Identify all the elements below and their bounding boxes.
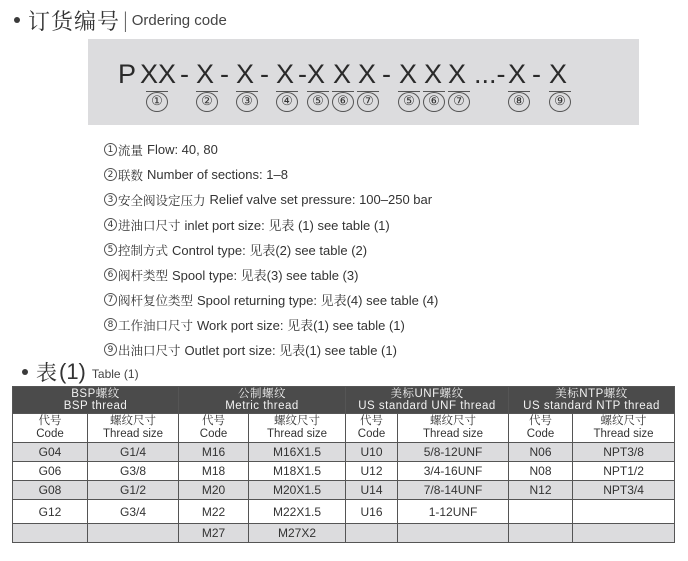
item-label-en: Work port size: 见表(1) see table (1): [197, 318, 405, 333]
code-token: ...-: [474, 59, 506, 89]
header-en: Code: [526, 428, 555, 440]
item-number: 6: [104, 268, 117, 281]
cell-thread-size: 3/4-16UNF: [398, 462, 509, 481]
header-cn: 代号: [38, 415, 62, 427]
position-marker: ⑤: [398, 92, 420, 112]
table-title-cn: 表: [36, 361, 57, 385]
cell-code: U16: [346, 500, 398, 524]
item-label-cn: 进油口尺寸: [118, 217, 181, 233]
heading-en: Ordering code: [131, 11, 227, 29]
table-title-en: Table (1): [91, 367, 139, 381]
group-label-cn: 美标UNF螺纹: [390, 388, 464, 400]
item-label-cn: 流量: [118, 142, 144, 158]
table-row: [13, 443, 675, 462]
item-number: 7: [104, 293, 117, 306]
item-label-en: Spool returning type: 见表(4) see table (4): [197, 293, 439, 308]
item-number: 1: [104, 143, 117, 156]
item-label-en: Relief valve set pressure: 100–250 bar: [209, 192, 433, 207]
cell-thread-size: NPT3/8: [573, 443, 675, 462]
cell-thread-size: NPT1/2: [573, 462, 675, 481]
cell-thread-size: G1/2: [88, 481, 179, 500]
position-marker: ⑨: [549, 92, 571, 112]
column-header-code: [509, 414, 573, 443]
cell-code: G04: [13, 443, 88, 462]
cell-thread-size: [398, 524, 509, 543]
thread-size-table: [12, 386, 675, 543]
code-descriptions: [104, 137, 438, 362]
code-token: -: [260, 59, 269, 89]
item-label-en: Control type: 见表(2) see table (2): [172, 243, 368, 258]
header-en: Code: [199, 428, 228, 440]
header-en: Thread size: [102, 428, 164, 440]
cell-thread-size: 7/8-14UNF: [398, 481, 509, 500]
table-row: [13, 462, 675, 481]
cell-thread-size: NPT3/4: [573, 481, 675, 500]
cell-thread-size: M16X1.5: [249, 443, 346, 462]
group-label-cn: BSP螺纹: [71, 388, 120, 400]
cell-thread-size: M18X1.5: [249, 462, 346, 481]
description-item: [104, 262, 438, 287]
group-label-cn: 美标NTP螺纹: [555, 388, 628, 400]
item-number: 9: [104, 343, 117, 356]
cell-code: G06: [13, 462, 88, 481]
code-token: -: [220, 59, 229, 89]
table-row: [13, 481, 675, 500]
code-token: -X: [298, 59, 325, 89]
item-number: 5: [104, 243, 117, 256]
code-pattern: [88, 59, 639, 89]
header-en: Thread size: [422, 428, 484, 440]
code-token: X: [358, 59, 377, 89]
item-label-en: Spool type: 见表(3) see table (3): [172, 268, 359, 283]
item-label-cn: 阀杆类型: [118, 267, 169, 283]
item-label-en: Number of sections: 1–8: [147, 167, 288, 182]
cell-thread-size: M22X1.5: [249, 500, 346, 524]
cell-code: [13, 524, 88, 543]
heading-separator: |: [122, 8, 129, 32]
column-header-thread-size: [573, 414, 675, 443]
column-header-thread-size: [398, 414, 509, 443]
position-marker: ⑥: [332, 92, 354, 112]
cell-code: [509, 500, 573, 524]
cell-code: M22: [179, 500, 249, 524]
item-number: 2: [104, 168, 117, 181]
code-token: XX: [140, 59, 177, 89]
header-cn: 螺纹尺寸: [110, 415, 156, 427]
item-number: 3: [104, 193, 117, 206]
code-token: X: [508, 59, 527, 89]
cell-code: M18: [179, 462, 249, 481]
position-marker: ⑤: [307, 92, 329, 112]
cell-code: G12: [13, 500, 88, 524]
bullet-icon: [14, 17, 20, 23]
header-en: Thread size: [266, 428, 328, 440]
header-cn: 代号: [529, 415, 553, 427]
code-token: X: [448, 59, 467, 89]
group-header-metric: [179, 387, 346, 414]
description-item: [104, 312, 438, 337]
code-token: -: [382, 59, 391, 89]
cell-code: U14: [346, 481, 398, 500]
item-label-cn: 控制方式: [118, 242, 169, 258]
item-number: 8: [104, 318, 117, 331]
column-header-thread-size: [88, 414, 179, 443]
column-header-thread-size: [249, 414, 346, 443]
code-token: X: [399, 59, 418, 89]
cell-code: N06: [509, 443, 573, 462]
code-token: -: [180, 59, 189, 89]
group-header-row: [13, 387, 675, 414]
cell-code: N08: [509, 462, 573, 481]
position-marker: ⑦: [357, 92, 379, 112]
group-label-en: US standard UNF thread: [358, 400, 496, 412]
description-item: [104, 287, 438, 312]
table-title-number: (1): [59, 359, 86, 384]
item-label-cn: 阀杆复位类型: [118, 292, 194, 308]
group-label-en: Metric thread: [225, 400, 299, 412]
cell-thread-size: G1/4: [88, 443, 179, 462]
group-header-ntp: [509, 387, 675, 414]
cell-thread-size: 5/8-12UNF: [398, 443, 509, 462]
item-label-en: inlet port size: 见表 (1) see table (1): [184, 218, 390, 233]
item-label-cn: 工作油口尺寸: [118, 317, 194, 333]
cell-code: N12: [509, 481, 573, 500]
item-label-en: Flow: 40, 80: [147, 142, 218, 157]
column-header-code: [13, 414, 88, 443]
group-header-unf: [346, 387, 509, 414]
header-en: Code: [357, 428, 386, 440]
description-item: [104, 162, 438, 187]
code-token: X: [276, 59, 295, 89]
item-label-cn: 联数: [118, 167, 144, 183]
code-token: X: [549, 59, 568, 89]
group-header-bsp: [13, 387, 179, 414]
description-item: [104, 237, 438, 262]
item-label-en: Outlet port size: 见表(1) see table (1): [184, 343, 397, 358]
cell-thread-size: [573, 524, 675, 543]
cell-code: U12: [346, 462, 398, 481]
position-marker: ④: [276, 92, 298, 112]
position-marker: ⑥: [423, 92, 445, 112]
cell-code: [509, 524, 573, 543]
cell-thread-size: 1-12UNF: [398, 500, 509, 524]
position-marker: ⑦: [448, 92, 470, 112]
cell-code: M16: [179, 443, 249, 462]
code-token: P: [118, 59, 137, 89]
description-item: [104, 212, 438, 237]
description-item: [104, 137, 438, 162]
description-item: [104, 337, 438, 362]
item-number: 4: [104, 218, 117, 231]
column-header-code: [179, 414, 249, 443]
header-en: Code: [36, 428, 64, 440]
position-marker: ①: [146, 92, 168, 112]
code-token: -: [532, 59, 541, 89]
table-row: [13, 524, 675, 543]
header-cn: 代号: [360, 415, 384, 427]
heading-cn: 订货编号: [28, 9, 121, 35]
header-cn: 螺纹尺寸: [430, 415, 477, 427]
header-en: Thread size: [593, 428, 654, 440]
group-label-en: BSP thread: [63, 400, 128, 412]
item-label-cn: 出油口尺寸: [118, 342, 181, 358]
header-cn: 螺纹尺寸: [600, 415, 647, 427]
description-item: [104, 187, 438, 212]
cell-code: M27: [179, 524, 249, 543]
column-header-code: [346, 414, 398, 443]
cell-thread-size: G3/8: [88, 462, 179, 481]
position-marker: ⑧: [508, 92, 530, 112]
cell-thread-size: M27X2: [249, 524, 346, 543]
table-heading: [22, 358, 139, 386]
cell-code: M20: [179, 481, 249, 500]
cell-thread-size: [88, 524, 179, 543]
position-marker: ③: [236, 92, 258, 112]
ordering-code-banner: [88, 39, 639, 125]
header-cn: 代号: [202, 415, 226, 427]
item-label-cn: 安全阀设定压力: [118, 192, 206, 208]
group-label-en: US standard NTP thread: [523, 400, 660, 412]
table-row: [13, 500, 675, 524]
code-token: X: [196, 59, 215, 89]
cell-code: [346, 524, 398, 543]
code-token: X: [424, 59, 443, 89]
cell-code: U10: [346, 443, 398, 462]
group-label-cn: 公制螺纹: [238, 388, 287, 400]
cell-thread-size: G3/4: [88, 500, 179, 524]
cell-thread-size: [573, 500, 675, 524]
cell-code: G08: [13, 481, 88, 500]
header-cn: 螺纹尺寸: [274, 415, 321, 427]
bullet-icon: [22, 369, 28, 375]
cell-thread-size: M20X1.5: [249, 481, 346, 500]
code-token: X: [236, 59, 255, 89]
code-token: X: [333, 59, 352, 89]
position-marker: ②: [196, 92, 218, 112]
ordering-code-heading: [14, 5, 227, 35]
column-header-row: [13, 414, 675, 443]
